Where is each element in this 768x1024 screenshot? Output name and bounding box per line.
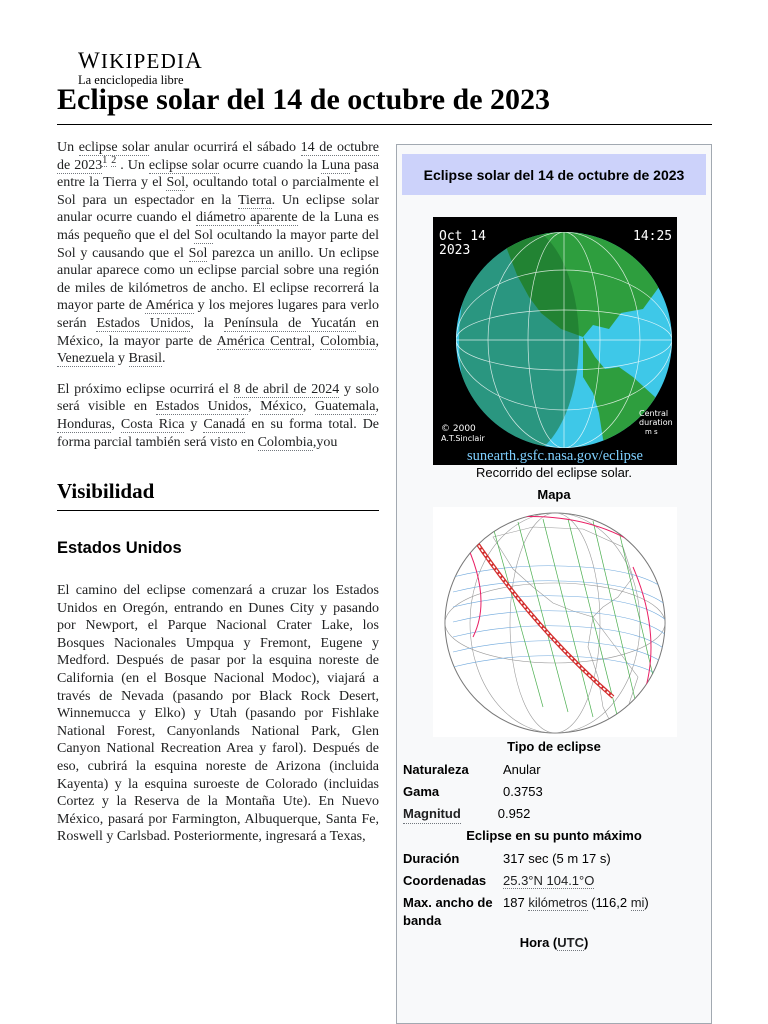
link-tierra[interactable]: Tierra — [237, 192, 272, 208]
animation-time: 14:25 — [633, 229, 673, 244]
map-illustration — [433, 507, 677, 737]
animation-legend-units: m s — [645, 428, 658, 436]
row-gama: Gama 0.3753 — [403, 784, 543, 799]
animation-source-url: sunearth.gsfc.nasa.gov/eclipse — [467, 448, 643, 464]
row-coordenadas: Coordenadas 25.3°N 104.1°O — [403, 873, 595, 888]
link-canada[interactable]: Canadá — [203, 416, 246, 432]
animation-year: 2023 — [439, 243, 471, 258]
link-utc[interactable]: UTC — [557, 935, 584, 950]
page-title: Eclipse solar del 14 de octubre de 2023 — [57, 83, 551, 116]
wikipedia-logo[interactable] — [78, 50, 203, 87]
reference-2[interactable]: 2 — [111, 154, 117, 166]
link-brasil[interactable]: Brasil — [128, 351, 162, 367]
reference-1[interactable]: 1 — [102, 154, 108, 166]
link-eclipse-solar-2[interactable]: eclipse solar — [148, 157, 219, 173]
link-sol-3[interactable]: Sol — [188, 245, 208, 261]
type-header: Tipo de eclipse — [507, 739, 601, 754]
image-caption: Recorrido del eclipse solar. — [475, 465, 633, 480]
link-next-eclipse-date[interactable]: 8 de abril de 2024 — [233, 381, 340, 397]
globe-illustration — [433, 217, 677, 465]
section-heading-visibilidad: Visibilidad — [57, 479, 379, 511]
logo-wordmark: WIKIPEDIA — [78, 48, 203, 73]
link-estados-unidos[interactable]: Estados Unidos — [96, 315, 191, 331]
link-coordenadas[interactable]: 25.3°N 104.1°O — [503, 873, 595, 888]
hora-header: Hora (UTC) — [519, 935, 589, 950]
link-kilometros[interactable]: kilómetros — [528, 895, 588, 910]
link-colombia[interactable]: Colombia — [320, 333, 376, 349]
link-america[interactable]: América — [145, 298, 194, 314]
animation-copyright: © 2000 — [441, 424, 476, 434]
link-estados-unidos-2[interactable]: Estados Unidos — [155, 399, 249, 415]
link-diametro-aparente[interactable]: diámetro aparente — [195, 210, 298, 226]
eclipse-map-image[interactable] — [433, 507, 677, 737]
eclipse-animation-image[interactable] — [433, 217, 677, 465]
animation-legend-duration: duration — [639, 418, 673, 427]
row-ancho-banda: Max. ancho de banda 187 kilómetros (116,2 mi) — [403, 895, 649, 928]
link-mexico[interactable]: México — [260, 399, 303, 415]
animation-date: Oct 14 — [439, 229, 486, 244]
link-guatemala[interactable]: Guatemala — [314, 399, 376, 415]
infobox-title: Eclipse solar del 14 de octubre de 2023 — [402, 154, 706, 195]
link-magnitud[interactable]: Magnitud — [403, 805, 461, 824]
us-paragraph: El camino del eclipse comenzará a cruzar los Estados Unidos en Oregón, entrando en Dunes City y pasando por Newport, el Parque Nacional Crater Lake, los Bosques Nacionales Umpqua y Fremont, Eugene y Medford. Después de pasar por la esquina noreste de California (en el Bosque Nacional Modoc), viajará a través de Nevada (pasando por Black Rock Desert, Winnemucca y Elko) y Utah (pasando por Fishlake National Forest, Canyonlands National Park, Glen Canyon National Recreation Area y farol). Después de eso, cubrirá la esquina noreste de Arizona (incluida Kayenta) y la esquina suroeste de Colorado (incluidas Cortez y la Reserva de la Montaña Ute). En Nuevo México, pasará por Farmington, Albuquerque, Santa Fe, Roswell y Carlsbad. Posteriormente, ingresará a Texas, — [57, 583, 379, 845]
link-luna[interactable]: Luna — [321, 157, 351, 173]
link-eclipse-solar[interactable]: eclipse solar — [78, 140, 150, 155]
animation-legend-central: Central — [639, 409, 669, 418]
infobox — [396, 144, 712, 1024]
intro-paragraph-1: Un eclipse solar anular ocurrirá el sábado 14 de octubre de 2023$^1$ $^2$ . Un eclipse solar ocurre cuando la Luna pasa entre la Tierra y el Sol, ocultando total o parcialmente el Sol para un espectador en la Tierra. Un eclipse solar anular ocurre cuando el diámetro aparente de la Luna es más pequeño que el del Sol ocultando la mayor parte del Sol y causando que el Sol parezca un anillo. Un eclipse anular aparece como un eclipse parcial sobre una región de miles de kilómetros de ancho. El eclipse recorrerá la mayor parte de América y los mejores lugares para verlo serán Estados Unidos, la Península de Yucatán en México, la mayor parte de América Central, Colombia, Venezuela y Brasil. — [57, 140, 380, 367]
title-divider — [57, 124, 712, 125]
intro-paragraph-2: El próximo eclipse ocurrirá el 8 de abril de 2024 y solo será visible en Estados Unidos, México, Guatemala, Honduras, Costa Rica y Canadá en su forma total. De forma parcial también será visto en Colombia,you — [57, 381, 380, 450]
logo-tagline: La enciclopedia libre — [78, 73, 184, 87]
animation-author: A.T.Sinclair — [441, 434, 485, 443]
subsection-heading-estados-unidos: Estados Unidos — [57, 539, 182, 558]
max-header: Eclipse en su punto máximo — [466, 828, 642, 843]
link-date[interactable]: 14 de octubre de 2023 — [57, 140, 379, 173]
row-magnitud: Magnitud 0.952 — [403, 805, 709, 824]
link-costa-rica[interactable]: Costa Rica — [120, 416, 185, 432]
link-millas[interactable]: mi — [630, 895, 645, 910]
link-peninsula-yucatan[interactable]: Península de Yucatán — [223, 315, 356, 331]
row-naturaleza: Naturaleza Anular — [403, 762, 541, 777]
link-colombia-2[interactable]: Colombia — [257, 434, 313, 450]
row-duracion: Duración 317 sec (5 m 17 s) — [403, 851, 611, 866]
link-america-central[interactable]: América Central — [216, 333, 312, 349]
map-label: Mapa — [537, 487, 571, 502]
link-sol-2[interactable]: Sol — [194, 227, 213, 243]
link-venezuela[interactable]: Venezuela — [57, 351, 115, 367]
link-sol[interactable]: Sol — [166, 175, 186, 191]
article-body — [57, 139, 379, 859]
link-honduras[interactable]: Honduras — [57, 416, 112, 432]
